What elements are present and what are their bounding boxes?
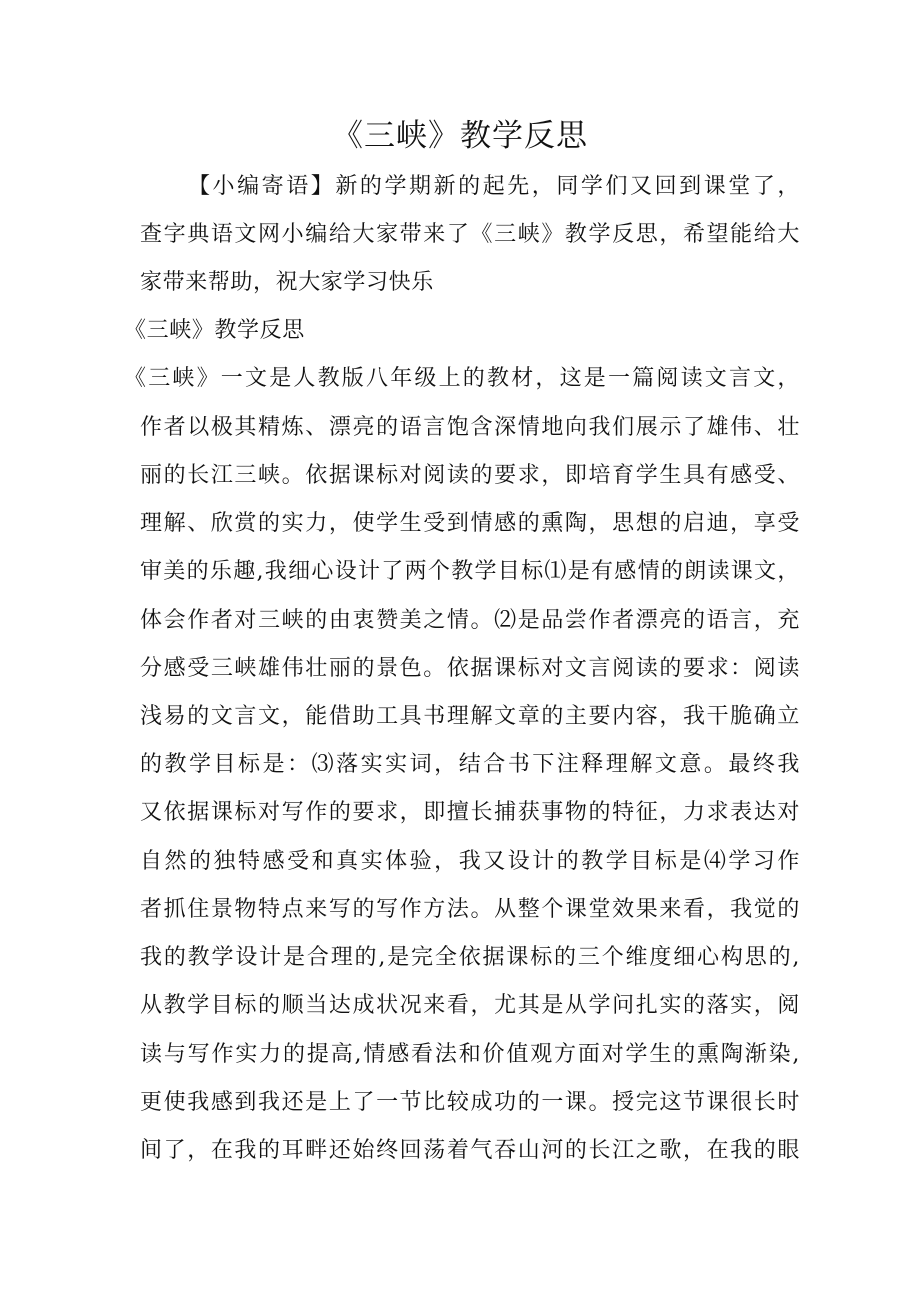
paragraph-line: 体会作者对三峡的由衷赞美之情。⑵是品尝作者漂亮的语言，充 — [140, 608, 800, 633]
document-title: 《三峡》教学反思 — [332, 118, 588, 154]
paragraph-line: 从教学目标的顺当达成状况来看，尤其是从学问扎实的落实，阅 — [140, 993, 800, 1018]
paragraph-line: 分感受三峡雄伟壮丽的景色。依据课标对文言阅读的要求：阅读 — [140, 656, 800, 681]
paragraph-line: 查字典语文网小编给大家带来了《三峡》教学反思，希望能给大 — [140, 222, 800, 247]
paragraph-line: 丽的长江三峡。依据课标对阅读的要求，即培育学生具有感受、 — [140, 463, 800, 488]
paragraph-line: 理解、欣赏的实力，使学生受到情感的熏陶，思想的启迪，享受 — [140, 511, 800, 536]
paragraph-line: 【小编寄语】新的学期新的起先，同学们又回到课堂了， — [188, 174, 800, 199]
paragraph-line: 《三峡》一文是人教版八年级上的教材，这是一篇阅读文言文， — [124, 366, 800, 391]
paragraph-line: 我的教学设计是合理的,是完全依据课标的三个维度细心构思的, — [140, 945, 800, 970]
paragraph-line: 又依据课标对写作的要求，即擅长捕获事物的特征，力求表达对 — [140, 800, 800, 825]
paragraph-line: 自然的独特感受和真实体验，我又设计的教学目标是⑷学习作 — [140, 849, 800, 874]
paragraph-line: 更使我感到我还是上了一节比较成功的一课。授完这节课很长时 — [140, 1090, 800, 1115]
paragraph-line: 者抓住景物特点来写的写作方法。从整个课堂效果来看，我觉的 — [140, 897, 800, 922]
paragraph-line: 间了，在我的耳畔还始终回荡着气吞山河的长江之歌，在我的眼 — [140, 1138, 800, 1163]
paragraph-line: 家带来帮助，祝大家学习快乐 — [140, 270, 434, 295]
paragraph-line: 读与写作实力的提高,情感看法和价值观方面对学生的熏陶渐染, — [140, 1042, 800, 1067]
paragraph-line: 审美的乐趣,我细心设计了两个教学目标⑴是有感情的朗读课文， — [140, 559, 800, 584]
section-heading: 《三峡》教学反思 — [124, 318, 305, 343]
paragraph-line: 作者以极其精炼、漂亮的语言饱含深情地向我们展示了雄伟、壮 — [140, 415, 800, 440]
paragraph-line: 浅易的文言文，能借助工具书理解文章的主要内容，我干脆确立 — [140, 704, 800, 729]
paragraph-line: 的教学目标是：⑶落实实词，结合书下注释理解文意。最终我 — [140, 752, 800, 777]
